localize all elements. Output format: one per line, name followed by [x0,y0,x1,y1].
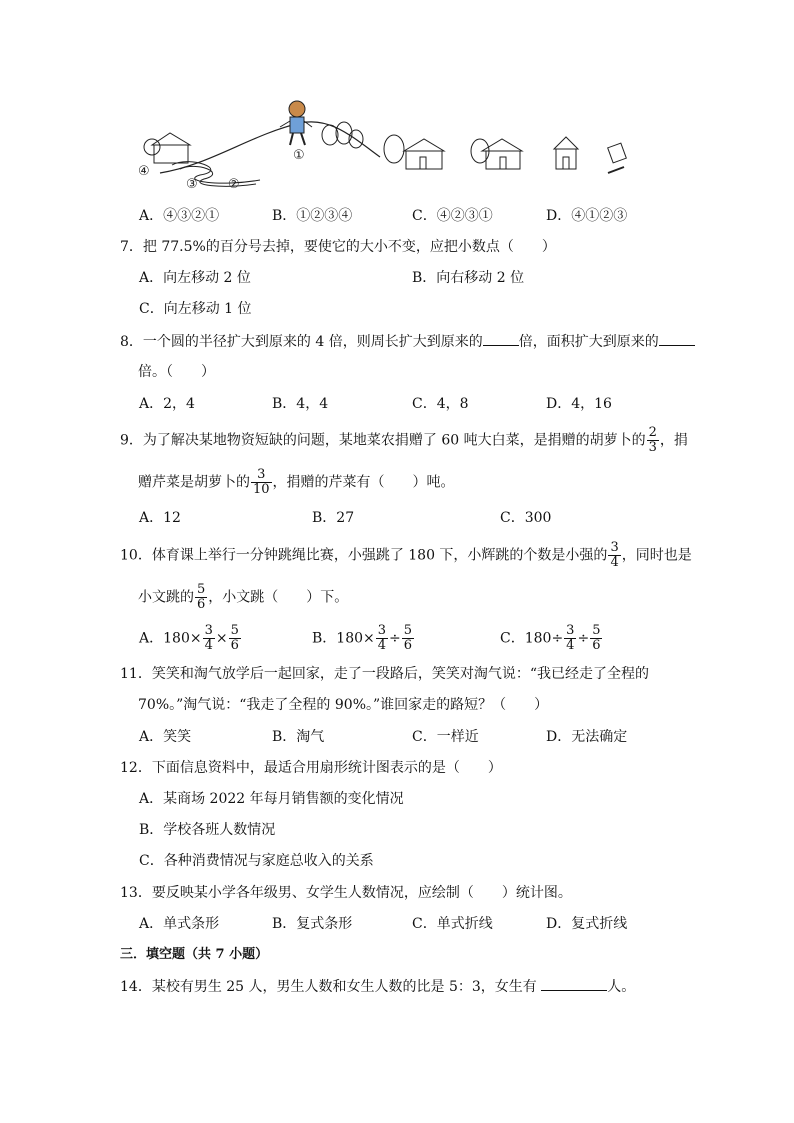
q14-stem: 14．某校有男生 25 人，男生人数和女生人数的比是 5：3，女生有 人。 [120,976,635,997]
q14-answer-blank[interactable] [541,976,607,991]
tiny-house-icon [608,143,627,173]
q11-option-a[interactable]: A．笑笑 [139,729,192,745]
q13-option-b[interactable]: B．复式条形 [272,916,353,932]
fraction: $\frac{2}{3}$ [648,425,657,455]
q10-stem-line2: 小文跳的 $\frac{5}{6}$ ，小文跳（ ）下。 [138,582,349,612]
q7-option-b[interactable]: B．向右移动 2 位 [412,270,525,286]
q7-stem: 7．把 77.5%的百分号去掉，要使它的大小不变，应把小数点（ ） [120,239,556,255]
q10-option-b[interactable]: B．180× $\frac{3}{4}$ ÷ $\frac{5}{6}$ [312,623,413,653]
house-tree-icon [384,135,444,169]
q10-option-c[interactable]: C．180÷ $\frac{3}{4}$ ÷ $\frac{5}{6}$ [500,623,601,653]
q13-option-a[interactable]: A．单式条形 [139,916,220,932]
q9-stem-line2: 赠芹菜是胡萝卜的 $\frac{3}{10}$ ，捐赠的芹菜有（ ）吨。 [138,467,455,497]
q13-stem: 13．要反映某小学各年级男、女学生人数情况，应绘制（ ）统计图。 [120,885,572,901]
q11-option-d[interactable]: D．无法确定 [546,729,628,745]
q12-option-b[interactable]: B．学校各班人数情况 [139,822,276,838]
q6-option-c[interactable]: C．④②③① [412,208,493,224]
q9-option-b[interactable]: B．27 [312,510,355,526]
q10-option-a[interactable]: A．180× $\frac{3}{4}$ × $\frac{5}{6}$ [139,623,239,653]
q11-stem-line2: 70%。”淘气说：“我走了全程的 90%。”谁回家走的路短？（ ） [138,697,549,713]
q13-option-d[interactable]: D．复式折线 [546,916,628,932]
q8-option-d[interactable]: D．4，16 [546,396,612,412]
tree-icon [322,122,363,148]
hill-outline [160,122,380,173]
q7-option-c[interactable]: C．向左移动 1 位 [139,301,252,317]
q8-option-b[interactable]: B．4，4 [272,396,329,412]
q11-stem-line1: 11．笑笑和淘气放学后一起回家，走了一段路后，笑笑对淘气说：“我已经走了全程的 [120,666,649,682]
fraction: $\frac{3}{4}$ [610,540,619,570]
q6-option-d[interactable]: D．④①②③ [546,208,628,224]
q9-option-a[interactable]: A．12 [139,510,181,526]
small-house-icon [554,137,578,169]
q12-option-c[interactable]: C．各种消费情况与家庭总收入的关系 [139,853,374,869]
q13-option-c[interactable]: C．单式折线 [412,916,493,932]
label-2: ② [228,177,240,192]
q9-option-c[interactable]: C．300 [500,510,552,526]
fraction: $\frac{3}{10}$ [253,467,270,497]
q8-blank-2 [659,331,695,346]
q8-option-c[interactable]: C．4，8 [412,396,469,412]
fraction: $\frac{5}{6}$ [197,582,206,612]
house-tree-icon [471,139,522,169]
q8-option-a[interactable]: A．2，4 [139,396,195,412]
boy-icon [280,101,312,145]
q12-option-a[interactable]: A．某商场 2022 年每月销售额的变化情况 [139,791,404,807]
q8-stem-line2: 倍。（ ） [138,364,215,380]
route-figure [130,95,650,195]
q12-stem: 12．下面信息资料中，最适合用扇形统计图表示的是（ ） [120,760,502,776]
label-4: ④ [138,164,150,179]
q9-stem-line1: 9．为了解决某地物资短缺的问题，某地菜农捐赠了 60 吨大白菜，是捐赠的胡萝卜的 $\frac{2}{3}$ ，捐 [120,425,688,455]
q6-option-b[interactable]: B．①②③④ [272,208,353,224]
q8-blank-1 [483,331,519,346]
house-icon [144,133,190,163]
section-title: 三．填空题（共 7 小题） [120,947,269,962]
q8-stem-line1: 8．一个圆的半径扩大到原来的 4 倍，则周长扩大到原来的 倍，面积扩大到原来的 [120,331,695,352]
q7-option-a[interactable]: A．向左移动 2 位 [139,270,251,286]
q6-option-a[interactable]: A．④③②① [139,208,220,224]
label-3: ③ [186,177,198,192]
q11-option-b[interactable]: B．淘气 [272,729,325,745]
q11-option-c[interactable]: C．一样近 [412,729,479,745]
label-1: ① [293,148,305,163]
q10-stem-line1: 10．体育课上举行一分钟跳绳比赛，小强跳了 180 下，小辉跳的个数是小强的 $\frac{3}{4}$ ，同时也是 [120,540,692,570]
